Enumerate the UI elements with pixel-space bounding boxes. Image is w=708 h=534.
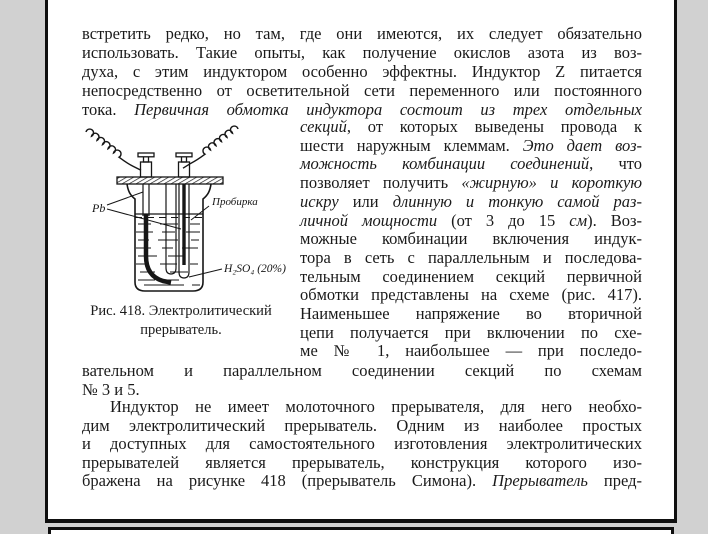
paragraph-bottom	[82, 398, 642, 491]
acid-label: H₂SO₄ (20%)	[224, 263, 286, 275]
text-line: можные комбинации включения индук-	[300, 229, 642, 249]
text-line: использовать. Такие опыты, как получение окислов азота из воз-	[82, 43, 642, 62]
acid-leader-line	[189, 269, 222, 277]
electrolytic-interrupter-figure	[78, 124, 300, 299]
text-line: тока. Первичная обмотка индуктора состоит из трех отдельных	[82, 100, 642, 119]
text-line: личной мощности (от 3 до 15 см). Воз-	[300, 210, 642, 230]
glass-tube-inner	[166, 184, 176, 274]
paragraph-column	[300, 118, 642, 361]
pb-label: Pb	[92, 201, 106, 215]
figure-caption	[74, 302, 288, 339]
text-line: непосредственно от осветительной сети переменного или постоянного	[82, 81, 642, 100]
text-line: позволяет получить «жирную» и короткую	[300, 173, 642, 193]
caption-line: прерыватель.	[140, 321, 222, 338]
text-line: Наименьшее напряжение во вторичной	[300, 304, 642, 324]
text-line: духа, с этим индуктором особенно эффектны. Индуктор Z питается	[82, 62, 642, 81]
text-line: можность комбинации соединений, что	[300, 154, 642, 174]
text-line: № 3 и 5.	[82, 380, 140, 399]
right-binding-post	[176, 153, 192, 177]
text-line: секций, от которых выведены провода к	[300, 117, 642, 136]
text-line: вательном и параллельном соединении секций по схемам	[82, 361, 642, 380]
left-electrode-outline	[143, 184, 149, 216]
test-tube-label: Пробирка	[212, 196, 258, 208]
text-line: Индуктор не имеет молоточного прерывателя, для него необхо-	[110, 397, 642, 416]
lid	[117, 177, 223, 184]
paragraph-top	[82, 24, 642, 119]
text-line: бражена на рисунке 418 (прерыватель Симона). Прерыватель пред-	[82, 471, 643, 490]
text-line: обмотки представлены на схеме (рис. 417).	[300, 285, 642, 305]
text-line: тельным соединением секций первичной	[300, 266, 642, 286]
next-page-edge	[48, 527, 674, 534]
text-line: цепи получается при включении по схе-	[300, 322, 642, 342]
caption-line: Рис. 418. Электролитический	[90, 303, 272, 319]
left-binding-post	[138, 153, 154, 177]
text-line: и доступных для самостоятельного изготовления электролитических	[82, 434, 642, 453]
text-line: дим электролитический прерыватель. Одним из наиболее простых	[82, 415, 642, 435]
text-line: ме № 1, наибольшее — при последо-	[300, 341, 642, 361]
right-coil-wire	[183, 126, 238, 168]
text-line: встретить редко, но там, где они имеются, их следует обязательно	[82, 24, 642, 43]
text-line: шести наружным клеммам. Это дает воз-	[300, 135, 643, 155]
text-line: искру или длинную и тонкую самой раз-	[300, 191, 642, 211]
paragraph-continuation	[82, 361, 642, 399]
text-line: тора в сеть с параллельным и последова-	[300, 247, 642, 267]
left-coil-wire	[86, 129, 141, 170]
text-line: прерывателей является прерыватель, конструкция которого изо-	[82, 452, 642, 472]
